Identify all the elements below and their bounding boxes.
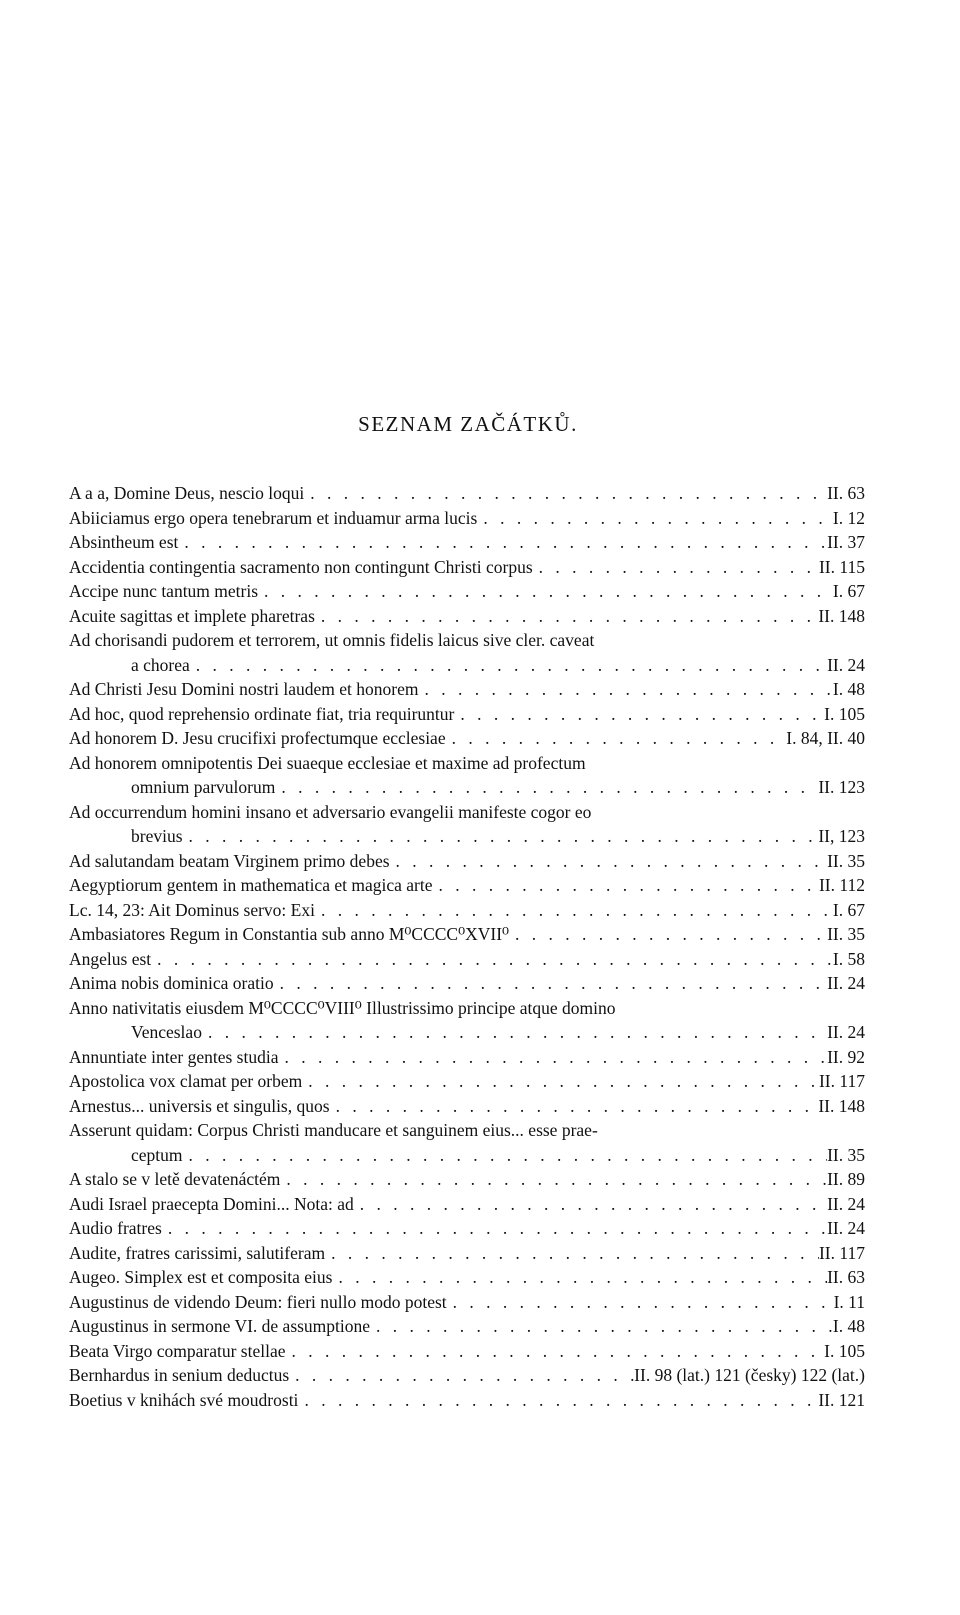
index-entry	[69, 1192, 865, 1217]
entry-text: Anno nativitatis eiusdem M⁰CCCC⁰VIII⁰ Illustrissimo principe atque domino	[69, 997, 616, 1018]
dot-leader	[278, 1045, 827, 1070]
index-list	[69, 481, 865, 1412]
entry-text: Asserunt quidam: Corpus Christi manducare et sanguinem eius... esse prae-	[69, 1120, 598, 1140]
entry-text: Angelus est	[69, 948, 152, 969]
entry-text: Augustinus in sermone VI. de assumptione	[69, 1316, 371, 1336]
page-reference: I. 12	[832, 507, 865, 528]
dot-leader	[325, 1241, 819, 1266]
dot-leader	[286, 1339, 825, 1364]
entry-text: Annuntiate inter gentes studia	[69, 1046, 279, 1067]
index-entry	[69, 751, 865, 800]
index-entry	[69, 1241, 865, 1266]
page-reference: II. 35	[827, 850, 865, 871]
entry-text: Audi Israel praecepta Domini... Nota: ad	[69, 1193, 354, 1214]
entry-text: Ad honorem D. Jesu crucifixi profectumque ecclesiae	[69, 728, 446, 748]
entry-text: Lc. 14, 23: Ait Dominus servo: Exi	[69, 899, 315, 920]
dot-leader	[390, 849, 828, 874]
entry-text: Accipe nunc tantum metris	[69, 581, 259, 601]
index-entry	[69, 530, 865, 555]
entry-text: Venceslao	[131, 1022, 202, 1042]
dot-leader	[151, 947, 833, 972]
page-reference: II. 35	[827, 924, 865, 944]
page-reference: II. 24	[827, 973, 865, 993]
entry-text: Anima nobis dominica oratio	[69, 973, 274, 993]
dot-leader	[446, 726, 787, 751]
index-entry	[69, 555, 865, 580]
entry-text: Ad occurrendum homini insano et adversario evangelii manifeste cogor eo	[69, 801, 592, 822]
entry-text: Bernhardus in senium deductus	[69, 1365, 290, 1385]
dot-leader	[289, 1363, 634, 1388]
page-reference: I. 11	[833, 1291, 865, 1312]
dot-leader	[280, 1167, 827, 1192]
entry-text: a chorea	[131, 654, 190, 675]
entry-text: Boetius v knihách své moudrosti	[69, 1389, 299, 1410]
page-reference: I. 67	[832, 899, 865, 920]
page-reference: II. 63	[827, 1267, 865, 1287]
page-reference: II. 117	[818, 1071, 865, 1091]
index-entry	[69, 1216, 865, 1241]
dot-leader	[202, 1020, 827, 1045]
dot-leader	[274, 971, 827, 996]
page-reference: I. 105	[824, 703, 865, 724]
index-entry	[69, 506, 865, 531]
dot-leader	[178, 530, 827, 555]
entry-text: Ad salutandam beatam Virginem primo debes	[69, 850, 390, 871]
index-entry	[69, 1045, 865, 1070]
page-reference: II. 24	[827, 654, 865, 675]
entry-text: Apostolica vox clamat per orbem	[69, 1071, 303, 1091]
index-entry	[69, 947, 865, 972]
page-reference: II. 92	[827, 1046, 865, 1067]
page-reference: II, 123	[818, 826, 865, 846]
dot-leader	[509, 922, 827, 947]
dot-leader	[258, 579, 833, 604]
dot-leader	[418, 677, 832, 702]
index-entry	[69, 1339, 865, 1364]
entry-text: Audite, fratres carissimi, salutiferam	[69, 1242, 326, 1263]
page-reference: I. 67	[832, 581, 865, 601]
dot-leader	[330, 1094, 819, 1119]
index-entry	[69, 1118, 865, 1167]
dot-leader	[162, 1216, 827, 1241]
entry-text: A a a, Domine Deus, nescio loqui	[69, 483, 305, 503]
page-reference: I. 48	[832, 1316, 865, 1336]
page-reference: II. 148	[818, 605, 865, 626]
page-reference: II. 24	[827, 1193, 865, 1214]
dot-leader	[275, 775, 818, 800]
entry-text: Aegyptiorum gentem in mathematica et magica arte	[69, 875, 433, 895]
page-reference: II. 24	[827, 1218, 865, 1238]
index-entry	[69, 996, 865, 1045]
page-reference: II. 115	[818, 556, 865, 577]
index-entry	[69, 1388, 865, 1413]
index-entry	[69, 1069, 865, 1094]
dot-leader	[477, 506, 833, 531]
entry-text: A stalo se v letě devatenáctém	[69, 1169, 281, 1189]
index-entry	[69, 604, 865, 629]
dot-leader	[183, 824, 819, 849]
entry-text: Abiiciamus ergo opera tenebrarum et induamur arma lucis	[69, 507, 478, 528]
dot-leader	[315, 898, 833, 923]
index-entry	[69, 971, 865, 996]
index-entry	[69, 677, 865, 702]
entry-text: Accidentia contingentia sacramento non contingunt Christi corpus	[69, 556, 533, 577]
page-reference: II. 123	[818, 777, 865, 797]
entry-text: omnium parvulorum	[131, 777, 276, 797]
index-entry	[69, 702, 865, 727]
page-reference: II. 98 (lat.) 121 (česky) 122 (lat.)	[634, 1365, 865, 1385]
page-reference: II. 24	[827, 1022, 865, 1042]
entry-text: ceptum	[131, 1144, 183, 1165]
dot-leader	[454, 702, 824, 727]
dot-leader	[190, 653, 827, 678]
dot-leader	[432, 873, 819, 898]
entry-text: Ad honorem omnipotentis Dei suaeque ecclesiae et maxime ad profectum	[69, 752, 586, 773]
dot-leader	[298, 1388, 818, 1413]
dot-leader	[183, 1143, 828, 1168]
entry-text: Acuite sagittas et implete pharetras	[69, 605, 315, 626]
entry-text: Augeo. Simplex est et composita eius	[69, 1267, 333, 1287]
page-reference: II. 89	[827, 1169, 865, 1189]
index-entry	[69, 1290, 865, 1315]
page-reference: II. 63	[827, 483, 865, 503]
dot-leader	[447, 1290, 834, 1315]
page-reference: II. 112	[818, 875, 865, 895]
index-entry	[69, 898, 865, 923]
index-entry	[69, 726, 865, 751]
index-entry	[69, 1265, 865, 1290]
index-entry	[69, 873, 865, 898]
dot-leader	[533, 555, 819, 580]
page-reference: I. 105	[824, 1340, 865, 1361]
page-reference: II. 117	[818, 1242, 865, 1263]
dot-leader	[315, 604, 818, 629]
entry-text: Beata Virgo comparatur stellae	[69, 1340, 286, 1361]
page-reference: II. 35	[827, 1144, 865, 1165]
index-entry	[69, 1094, 865, 1119]
index-entry	[69, 1167, 865, 1192]
entry-text: Audio fratres	[69, 1218, 162, 1238]
page-reference: II. 121	[818, 1389, 865, 1410]
dot-leader	[332, 1265, 827, 1290]
entry-text: Ad hoc, quod reprehensio ordinate fiat, tria requiruntur	[69, 703, 455, 724]
dot-leader	[370, 1314, 833, 1339]
dot-leader	[302, 1069, 819, 1094]
page-reference: I. 84, II. 40	[786, 728, 865, 748]
page-reference: I. 48	[832, 679, 865, 699]
index-entry	[69, 579, 865, 604]
page-reference: II. 148	[818, 1095, 865, 1116]
entry-text: Ambasiatores Regum in Constantia sub anno M⁰CCCC⁰XVII⁰	[69, 924, 510, 944]
index-entry	[69, 1363, 865, 1388]
page-reference: I. 58	[832, 948, 865, 969]
entry-text: Arnestus... universis et singulis, quos	[69, 1095, 330, 1116]
entry-text: Ad chorisandi pudorem et terrorem, ut omnis fidelis laicus sive cler. caveat	[69, 630, 595, 650]
page-title: SEZNAM ZAČÁTKŮ.	[358, 412, 578, 436]
index-entry	[69, 800, 865, 849]
index-entry	[69, 628, 865, 677]
index-entry	[69, 481, 865, 506]
page-reference: II. 37	[827, 532, 865, 552]
index-entry	[69, 1314, 865, 1339]
dot-leader	[304, 481, 827, 506]
entry-text: Absintheum est	[69, 532, 179, 552]
entry-text: Ad Christi Jesu Domini nostri laudem et honorem	[69, 679, 419, 699]
entry-text: brevius	[131, 826, 183, 846]
dot-leader	[354, 1192, 827, 1217]
index-entry	[69, 849, 865, 874]
index-entry	[69, 922, 865, 947]
entry-text: Augustinus de videndo Deum: fieri nullo modo potest	[69, 1291, 447, 1312]
